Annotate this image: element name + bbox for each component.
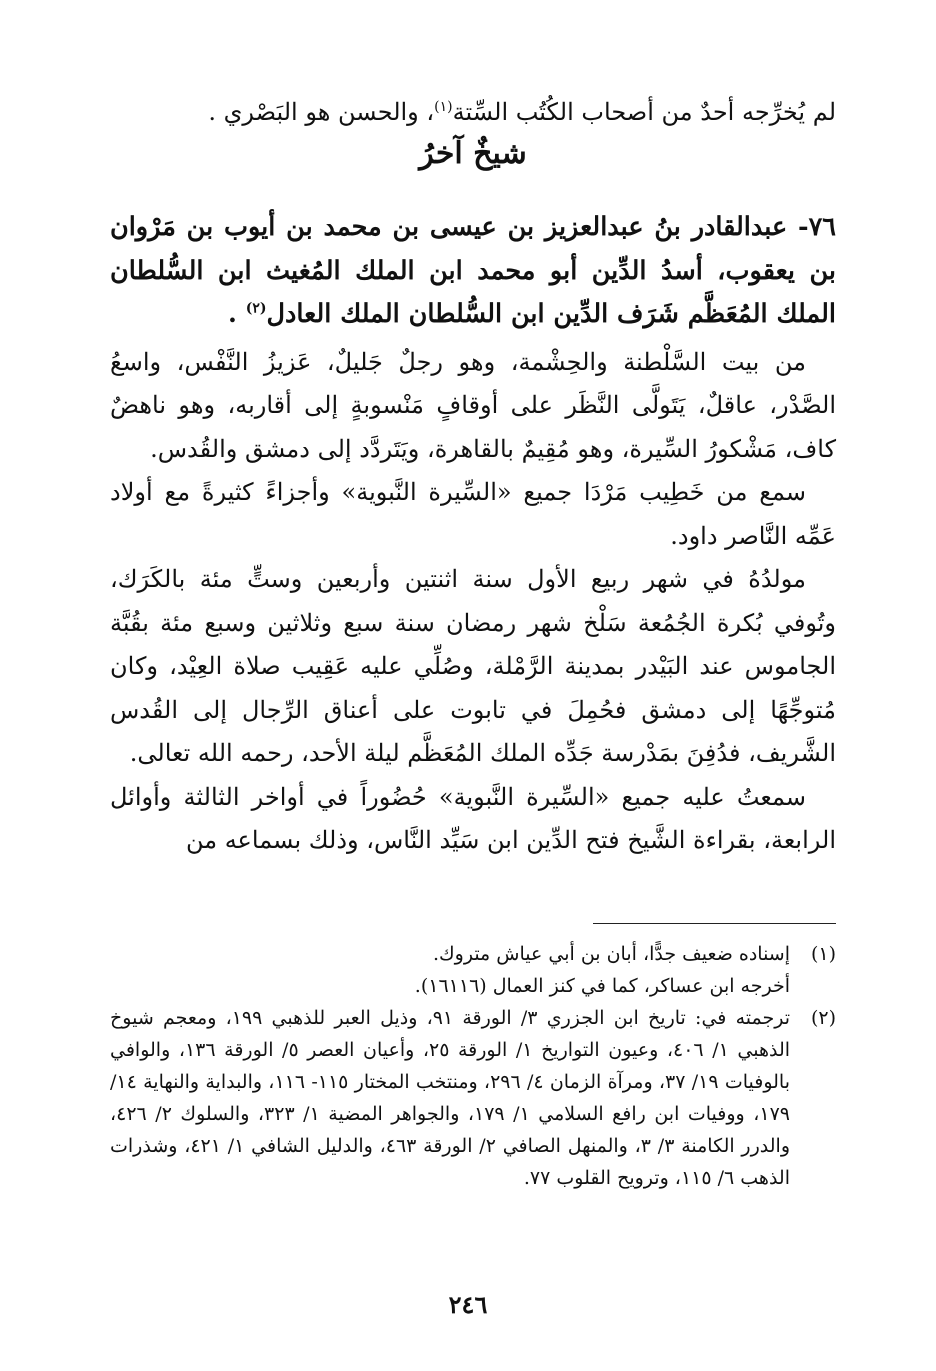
intro-line — [110, 92, 836, 132]
entry-title-tail: . — [227, 299, 246, 329]
footnote-ref-2[interactable]: (٢) — [245, 300, 267, 317]
footnote-text: إسناده ضعيف جدًّا، أبان بن أبي عياش متروك. — [432, 943, 790, 965]
main-text — [110, 92, 836, 863]
entry-title-text: ٧٦- عبدالقادر بنُ عبدالعزيز بن عيسى بن محمد بن أيوب بن مَرْوان بن يعقوب، أسدُ الدِّين أبو محمد ابن الملك المُغيث ابن السُّلطان الملك المُعَظَّم شَرَف الدِّين ابن السُّلطان الملك العادل — [110, 212, 836, 329]
intro-text: لم يُخرِّجه أحدٌ من أصحاب الكُتُب السِّتة — [452, 98, 836, 126]
footnote-ref-1[interactable]: (١) — [434, 99, 453, 115]
footnote-number: (٢) — [810, 1007, 836, 1029]
section-heading: شيخٌ آخرُ — [419, 136, 527, 171]
paragraph-3: مولدُهُ في شهر ربيع الأول سنة اثنتين وأربعين وستٍّ مئة بالكَرَك، وتُوفي بُكرة الجُمُعة سَلْخ شهر رمضان سنة سبع وثلاثين وسبع مئة بقُبَّة الجاموس عند البَيْدر بمدينة الرَّمْلة، وصُلِّي عليه عَقِيب صلاة العِيْد، وكان مُتوجِّهًا إلى دمشق فحُمِلَ في تابوت على أعناق الرِّجال إلى القُدس الشَّريف، فدُفِنَ بمَدْرسة جَدِّه الملك المُعَظَّم ليلة الأحد، رحمه الله تعالى. — [110, 565, 836, 767]
paragraph-4: سمعتُ عليه جميع «السِّيرة النَّبوية» حُضُوراً في أواخر الثالثة وأوائل الرابعة، بقراءة الشَّيخ فتح الدِّين ابن سَيِّد النَّاس، وذلك بسماعه من — [110, 782, 836, 854]
footnote-number: (١) — [810, 943, 836, 965]
footnote-1 — [110, 938, 836, 970]
page-number: ٢٤٦ — [448, 1290, 488, 1319]
footnote-2 — [110, 1002, 836, 1194]
footnote-text: ترجمته في: تاريخ ابن الجزري ٣/ الورقة ٩١، وذيل العبر للذهبي ١٩٩، ومعجم شيوخ الذهبي ١/ ٤٠٦، وعيون التواريخ ١/ الورقة ٢٥، وأعيان العصر ٥/ الورقة ١٣٦، والوافي بالوفيات ١٩/ ٣٧، ومرآة الزمان ٤/ ٢٩٦، ومنتخب المختار ١١٥- ١١٦، والبداية والنهاية ١٤/ ١٧٩، ووفيات ابن رافع السلامي ١/ ١٧٩، والجواهر المضية ١/ ٣٢٣، والسلوك ٢/ ٤٢٦، والدرر الكامنة ٣/ ٣، والمنهل الصافي ٢/ الورقة ٤٦٣، والدليل الشافي ١/ ٤٢١، وشذرات الذهب ٦/ ١١٥، وترويح القلوب ٧٧. — [110, 1007, 791, 1189]
intro-tail: ، والحسن هو البَصْري . — [208, 98, 435, 126]
paragraph-2: سمع من خَطِيب مَرْدَا جميع «السِّيرة النَّبوية» وأجزاءً كثيرةً مع أولاد عَمِّه النَّاصر داود. — [110, 478, 836, 550]
entry-title — [110, 206, 836, 337]
footnote-divider — [593, 923, 836, 924]
footnote-1-continuation: أخرجه ابن عساكر، كما في كنز العمال (١٦١١٦). — [414, 975, 790, 997]
footnotes — [110, 938, 836, 1194]
paragraph-1: من بيت السَّلْطنة والحِشْمة، وهو رجلٌ جَليلٌ، عَزيزُ النَّفْس، واسعُ الصَّدْر، عاقلٌ، يَتَولَّى النَّظَر على أوقافٍ مَنْسوبةٍ إلى أقاربه، وهو ناهضٌ كاف، مَشْكورُ السِّيرة، وهو مُقِيمٌ بالقاهرة، ويَتَردَّد إلى دمشق والقُدس. — [110, 347, 836, 463]
